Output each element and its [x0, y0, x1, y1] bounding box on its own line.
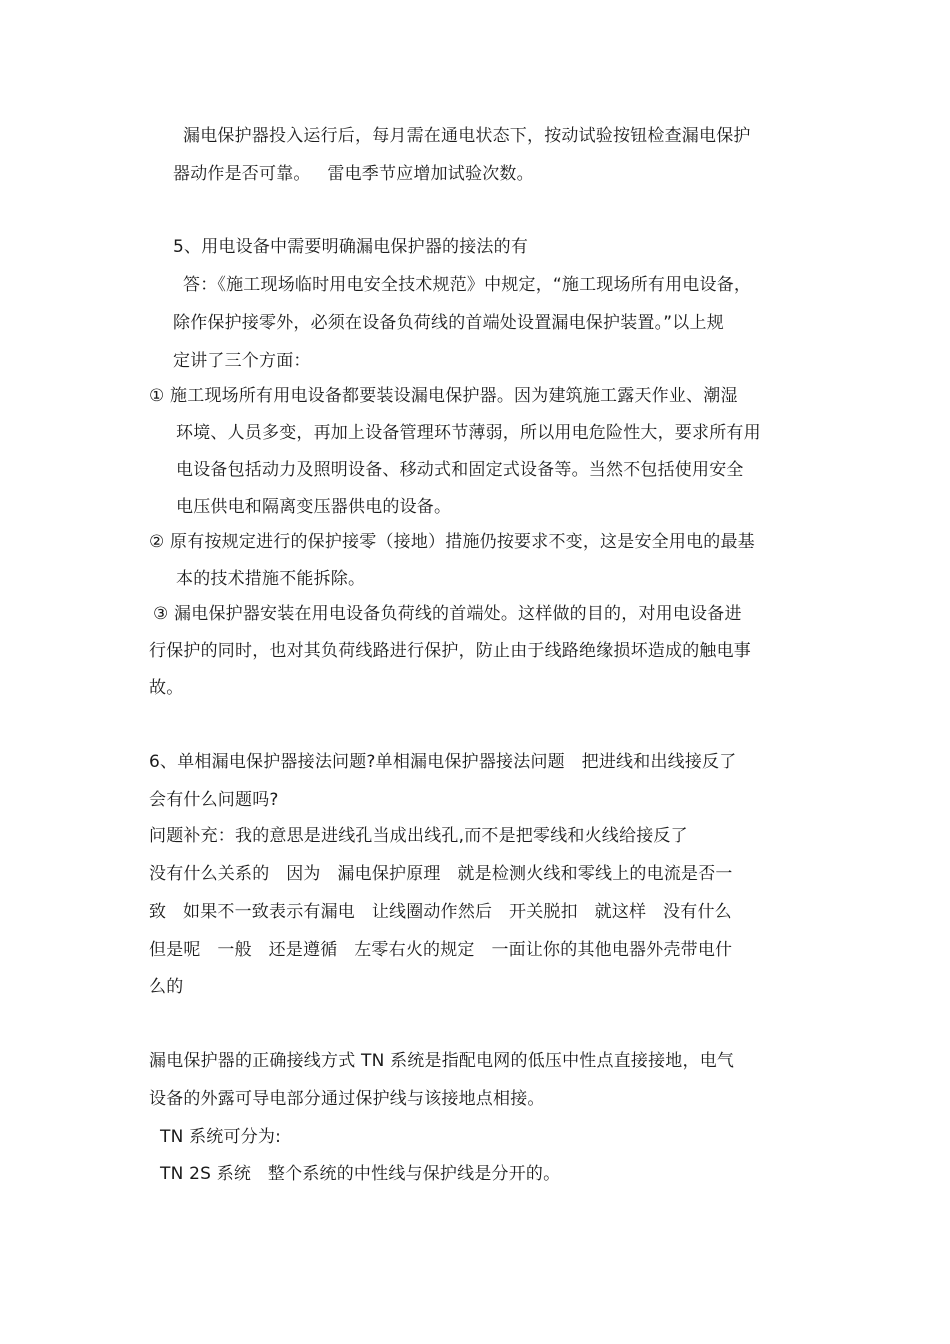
text-line: 漏电保护器投入运行后，每月需在通电状态下，按动试验按钮检查漏电保护: [183, 126, 751, 146]
text-line: 行保护的同时，也对其负荷线路进行保护，防止由于线路绝缘损坏造成的触电事: [149, 641, 751, 661]
list-item: ① 施工现场所有用电设备都要装设漏电保护器。因为建筑施工露天作业、潮湿: [149, 386, 738, 406]
text-line: 定讲了三个方面：: [173, 351, 311, 371]
text-line: 电压供电和隔离变压器供电的设备。: [176, 497, 452, 517]
text-line: 除作保护接零外，必须在设备负荷线的首端处设置漏电保护装置。”以上规: [173, 313, 724, 333]
text-line: 本的技术措施不能拆除。: [176, 569, 366, 589]
section-heading: 5、用电设备中需要明确漏电保护器的接法的有: [173, 237, 529, 257]
text-line: 环境、人员多变，再加上设备管理环节薄弱，所以用电危险性大，要求所有用: [176, 423, 761, 443]
list-item: ③ 漏电保护器安装在用电设备负荷线的首端处。这样做的目的，对用电设备进: [153, 604, 742, 624]
text-line: 器动作是否可靠。 雷电季节应增加试验次数。: [173, 164, 534, 184]
text-line: 但是呢 一般 还是遵循 左零右火的规定 一面让你的其他电器外壳带电什: [149, 940, 733, 960]
text-line: 漏电保护器的正确接线方式 TN 系统是指配电网的低压中性点直接接地，电气: [149, 1051, 735, 1071]
list-item: ② 原有按规定进行的保护接零（接地）措施仍按要求不变，这是安全用电的最基: [149, 532, 755, 552]
text-line: TN 系统可分为:: [160, 1127, 282, 1147]
text-line: 没有什么关系的 因为 漏电保护原理 就是检测火线和零线上的电流是否一: [149, 864, 733, 884]
text-line: 设备的外露可导电部分通过保护线与该接地点相接。: [149, 1089, 545, 1109]
section-heading: 6、单相漏电保护器接法问题?单相漏电保护器接法问题 把进线和出线接反了: [149, 752, 737, 772]
text-line: 答：《施工现场临时用电安全技术规范》中规定，“施工现场所有用电设备，: [183, 275, 752, 295]
text-line: 问题补充：我的意思是进线孔当成出线孔,而不是把零线和火线给接反了: [149, 826, 688, 846]
text-line: 故。: [149, 678, 184, 698]
text-line: TN 2S 系统 整个系统的中性线与保护线是分开的。: [160, 1164, 561, 1184]
text-line: 么的: [149, 977, 184, 997]
text-line: 致 如果不一致表示有漏电 让线圈动作然后 开关脱扣 就这样 没有什么: [149, 902, 732, 922]
text-line: 电设备包括动力及照明设备、移动式和固定式设备等。当然不包括使用安全: [176, 460, 744, 480]
text-line: 会有什么问题吗?: [149, 790, 279, 810]
